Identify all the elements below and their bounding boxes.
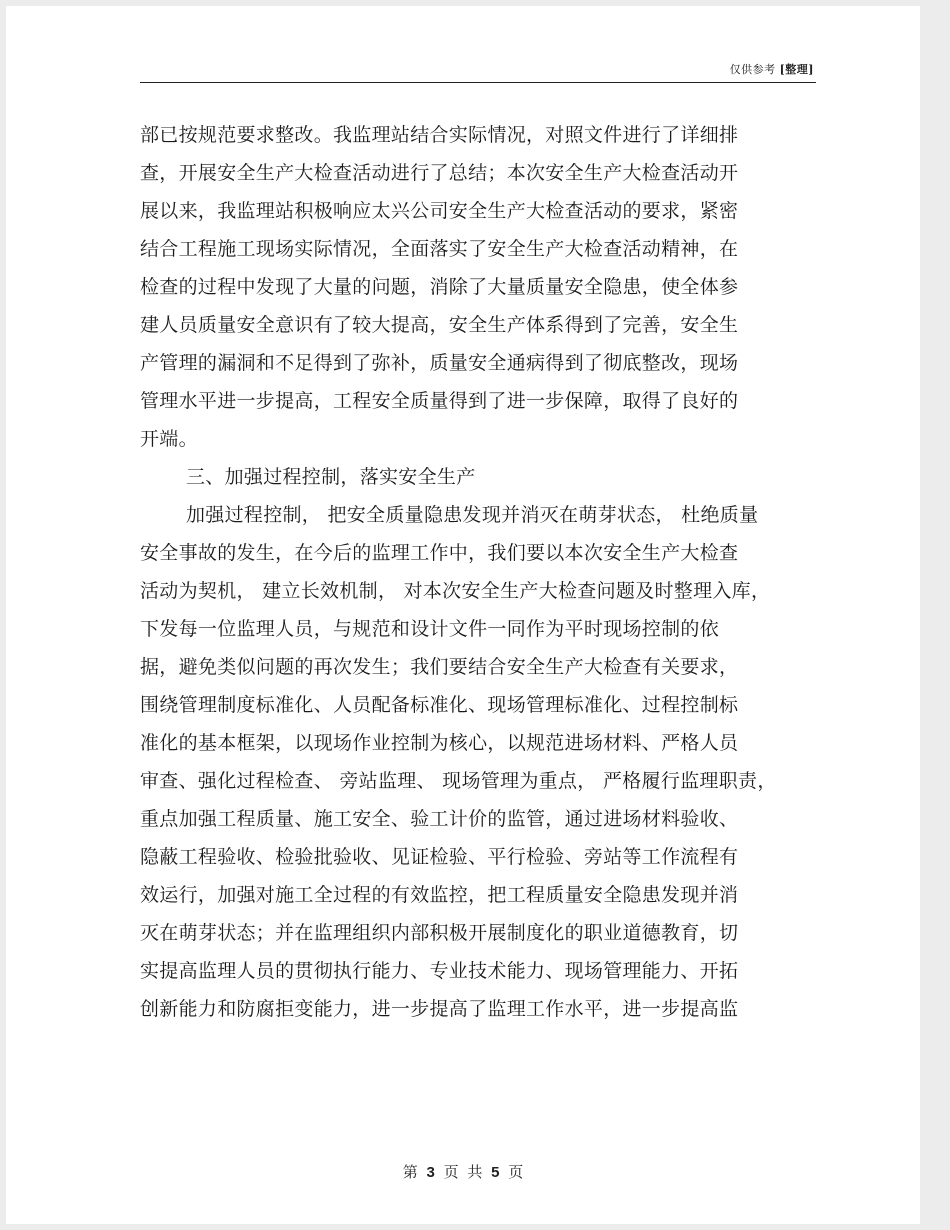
document-page [6,6,920,1224]
footer-total-pages: 5 [491,1164,500,1181]
text-line: 围绕管理制度标准化、人员配备标准化、现场管理标准化、过程控制标 [140,694,739,716]
text-line: 产管理的漏洞和不足得到了弥补，质量安全通病得到了彻底整改，现场 [140,352,739,374]
page-footer [6,1161,920,1182]
text-line: 隐蔽工程验收、检验批验收、见证检验、平行检验、旁站等工作流程有 [140,846,739,868]
text-line: 三、加强过程控制，落实安全生产 [186,466,476,488]
text-line: 管理水平进一步提高，工程安全质量得到了进一步保障，取得了良好的 [140,390,739,412]
text-line: 展以来，我监理站积极响应太兴公司安全生产大检查活动的要求，紧密 [140,200,739,222]
text-line: 加强过程控制， 把安全质量隐患发现并消灭在萌芽状态， 杜绝质量 [186,504,759,526]
text-line: 部已按规范要求整改。我监理站结合实际情况，对照文件进行了详细排 [140,124,739,146]
page-header [140,56,816,83]
footer-suffix: 页 [508,1163,524,1181]
text-line: 审查、强化过程检查、 旁站监理、 现场管理为重点， 严格履行监理职责， [140,770,777,792]
text-line: 实提高监理人员的贯彻执行能力、专业技术能力、现场管理能力、开拓 [140,960,739,982]
text-line: 结合工程施工现场实际情况，全面落实了安全生产大检查活动精神，在 [140,238,739,260]
header-note [730,61,814,77]
header-text: 仅供参考 [729,63,776,76]
text-line: 准化的基本框架，以现场作业控制为核心，以规范进场材料、严格人员 [140,732,739,754]
text-line: 重点加强工程质量、施工安全、验工计价的监管，通过进场材料验收、 [140,808,739,830]
footer-prefix: 第 [402,1163,418,1181]
footer-page-number: 3 [426,1164,435,1181]
text-line: 下发每一位监理人员，与规范和设计文件一同作为平时现场控制的依 [140,618,720,640]
text-line: 效运行，加强对施工全过程的有效监控，把工程质量安全隐患发现并消 [140,884,739,906]
text-line: 灭在萌芽状态；并在监理组织内部积极开展制度化的职业道德教育，切 [140,922,739,944]
text-line: 开端。 [140,428,198,450]
text-line: 安全事故的发生，在今后的监理工作中，我们要以本次安全生产大检查 [140,542,739,564]
body-text [140,116,816,1028]
text-line: 建人员质量安全意识有了较大提高，安全生产体系得到了完善，安全生 [140,314,739,336]
text-line: 据，避免类似问题的再次发生；我们要结合安全生产大检查有关要求， [140,656,739,678]
text-line: 检查的过程中发现了大量的问题，消除了大量质量安全隐患，使全体参 [140,276,739,298]
text-line: 活动为契机， 建立长效机制， 对本次安全生产大检查问题及时整理入库， [140,580,771,602]
text-line: 查，开展安全生产大检查活动进行了总结；本次安全生产大检查活动开 [140,162,739,184]
text-line: 创新能力和防腐拒变能力，进一步提高了监理工作水平，进一步提高监 [140,998,739,1020]
header-tag: [整理] [779,63,814,76]
footer-middle: 页 共 [443,1163,483,1181]
